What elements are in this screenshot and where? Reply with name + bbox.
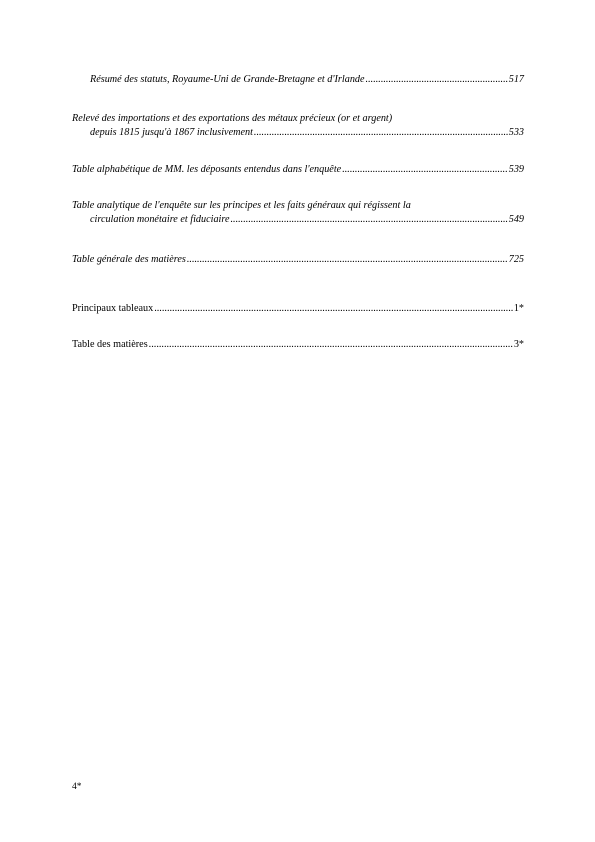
toc-page-number: 539 <box>508 164 524 175</box>
toc-entry-title: Principaux tableaux <box>72 303 154 314</box>
toc-page-number: 533 <box>508 127 524 138</box>
toc-line <box>72 302 524 316</box>
toc-entry-principaux-tableaux <box>72 302 524 316</box>
dot-leader <box>230 213 507 227</box>
toc-entry-releve-importations <box>72 112 524 140</box>
toc-entry-title-continuation: circulation monétaire et fiduciaire <box>90 214 230 225</box>
toc-line <box>72 338 524 352</box>
toc-page-number: 725 <box>508 254 524 265</box>
toc-entry-title-continuation: depuis 1815 jusqu'à 1867 inclusivement <box>90 127 253 138</box>
toc-entry-title: Relevé des importations et des exportations des métaux précieux (or et argent) <box>72 113 393 124</box>
toc-entry-table-analytique <box>72 199 524 227</box>
toc-entry-title: Table générale des matières <box>72 254 186 265</box>
footer-page-number: 4* <box>72 782 82 792</box>
toc-page-number: 517 <box>508 74 524 85</box>
toc-page-number: 1* <box>513 303 524 314</box>
toc-line <box>72 253 524 267</box>
toc-entry-table-generale <box>72 253 524 267</box>
dot-leader <box>254 126 508 140</box>
toc-line <box>72 163 524 177</box>
toc-page-number: 549 <box>508 214 524 225</box>
toc-entry-title: Table analytique de l'enquête sur les principes et les faits généraux qui régissent la <box>72 200 411 211</box>
dot-leader <box>149 338 513 352</box>
toc-entry-title: Table des matières <box>72 339 148 350</box>
dot-leader <box>342 163 508 177</box>
dot-leader <box>366 73 508 87</box>
toc-line <box>72 199 524 213</box>
dot-leader <box>154 302 513 316</box>
toc-entry-table-des-matieres <box>72 338 524 352</box>
toc-line-continuation <box>72 126 524 140</box>
toc-entry-table-alphabetique <box>72 163 524 177</box>
toc-entry-title: Résumé des statuts, Royaume-Uni de Grande-Bretagne et d'Irlande <box>90 74 365 85</box>
toc-line <box>72 73 524 87</box>
toc-page-number: 3* <box>513 339 524 350</box>
toc-line <box>72 112 524 126</box>
dot-leader <box>187 253 508 267</box>
toc-entry-resume-statuts <box>72 73 524 87</box>
toc-entry-title: Table alphabétique de MM. les déposants entendus dans l'enquête <box>72 164 342 175</box>
toc-line-continuation <box>72 213 524 227</box>
